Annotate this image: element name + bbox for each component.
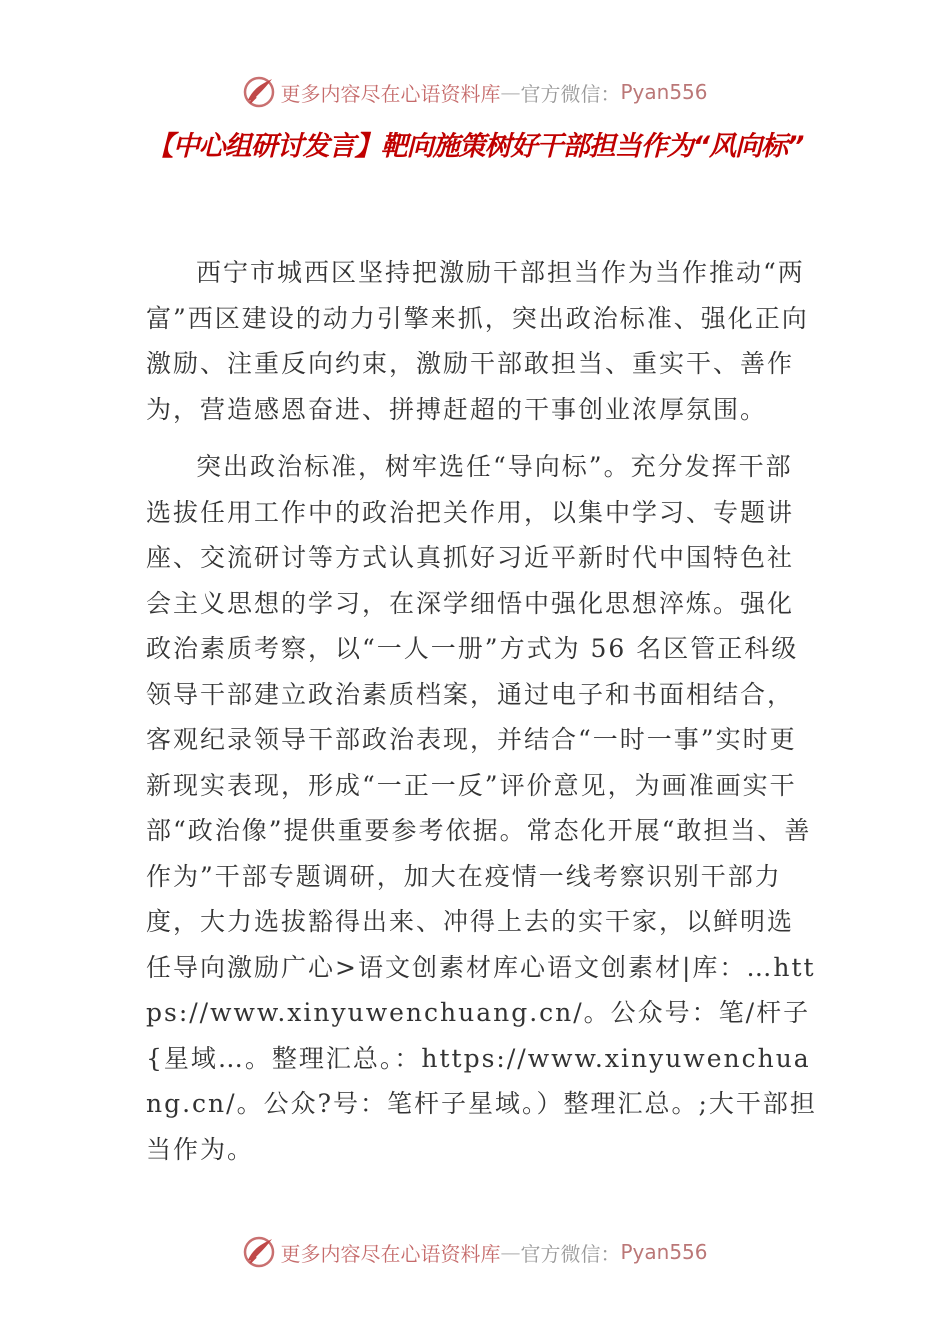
pen-logo-icon: [242, 75, 276, 109]
pen-logo-icon: [242, 1235, 276, 1269]
banner-separator: —: [500, 1240, 521, 1264]
paragraph-intro: 西宁市城西区坚持把激励干部担当作为当作推动“两富”西区建设的动力引擎来抓，突出政治标准、强化正向激励、注重反向约束，激励干部敢担当、重实干、善作为，营造感恩奋进、拼搏赶超的干事创业浓厚氛围。: [146, 258, 809, 424]
banner-wechat-label: 官方微信：: [520, 1241, 621, 1266]
banner-promo-text: 更多内容尽在心语资料库: [280, 81, 501, 106]
footer-banner: [0, 1230, 950, 1274]
banner-wechat-label: 官方微信：: [520, 81, 621, 106]
banner-wechat-id: Pyan556: [620, 1240, 708, 1264]
banner-separator: —: [500, 80, 521, 104]
header-banner: [0, 70, 950, 114]
banner-promo-text: 更多内容尽在心语资料库: [280, 1241, 501, 1266]
banner-wechat-id: Pyan556: [620, 80, 708, 104]
document-title: 【中心组研讨发言】靶向施策树好干部担当作为“风向标”: [146, 131, 804, 162]
paragraph-political-standard: 突出政治标准，树牢选任“导向标”。充分发挥干部选拔任用工作中的政治把关作用，以集中学习、专题讲座、交流研讨等方式认真抓好习近平新时代中国特色社会主义思想的学习，在深学细悟中强化思想淬炼。强化政治素质考察，以“一人一册”方式为 56 名区管正科级领导干部建立政治素质档案，通过电子和书面相结合，客观纪录领导干部政治表现，并结合“一时一事”实时更新现实表现，形成“一正一反”评价意见，为画准画实干部“政治像”提供重要参考依据。常态化开展“敢担当、善作为”干部专题调研，加大在疫情一线考察识别干部力度，大力选拔豁得出来、冲得上去的实干家，以鲜明选任导向激励广心>语文创素材库心语文创素材|库：…https://www.xinyuwenchuang.cn/。公众号：笔/杆子{星域…。整理汇总。：https://www.xinyuwenchuang.cn/。公众?号：笔杆子星域。）整理汇总。;大干部担当作为。: [146, 452, 817, 1164]
document-body: [146, 250, 818, 1184]
